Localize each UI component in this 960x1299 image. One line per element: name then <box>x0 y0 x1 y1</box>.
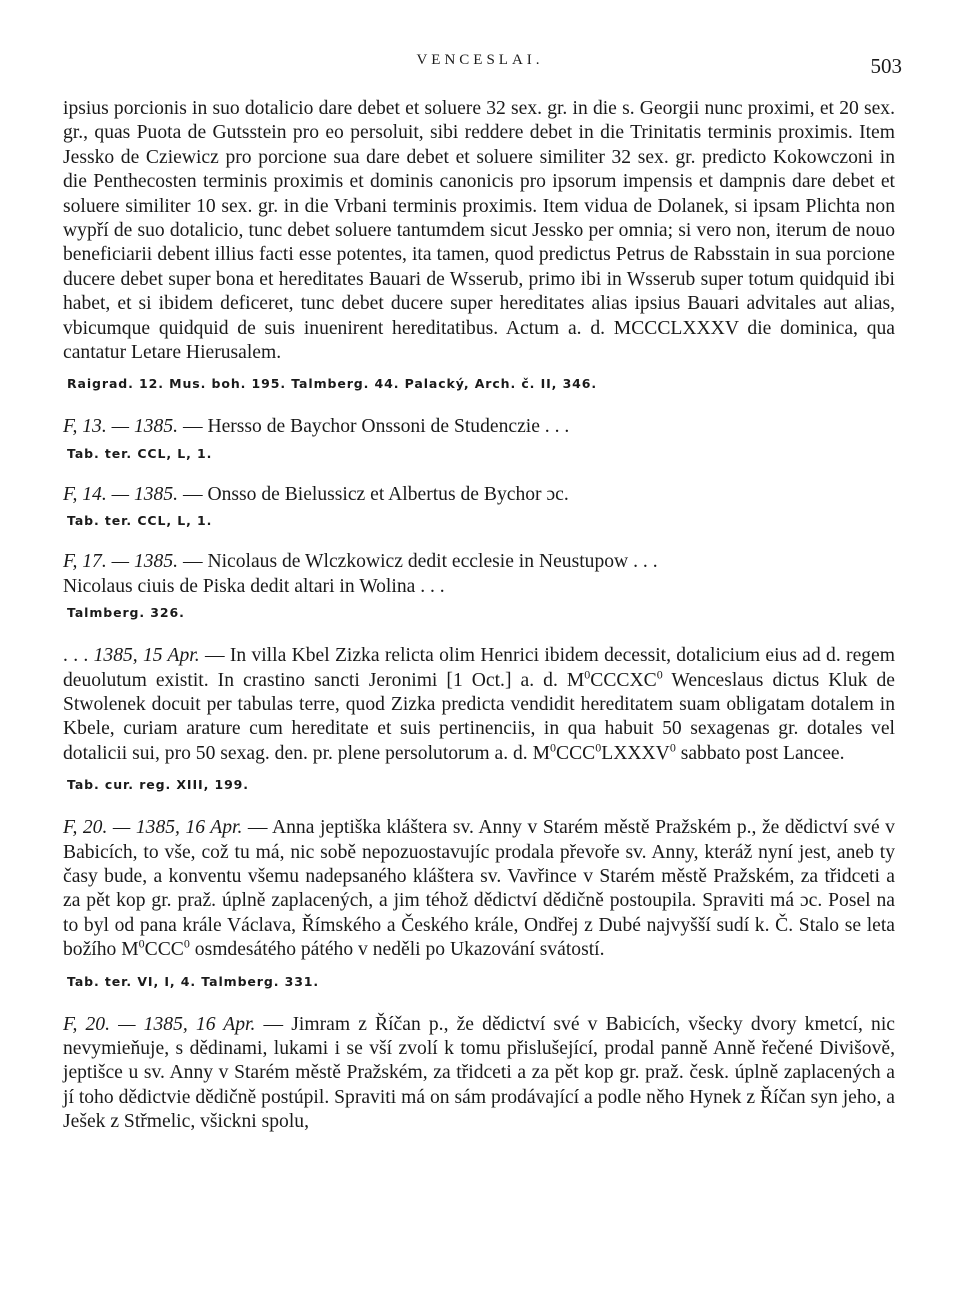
entry-f20a-date: F, 20. — 1385, 16 Apr. <box>63 817 243 839</box>
page-number: 503 <box>870 54 902 78</box>
entry-f20a-text-c: osmdesátého pátého v neděli po Ukazování svátostí. <box>189 939 605 961</box>
entry-f17-text: — Nicolaus de Wlczkowicz dedit ecclesie in Neustupow . . . <box>178 551 658 573</box>
page-body <box>63 97 895 1135</box>
entry-f14-text: — Onsso de Bielussicz et Albertus de Bychor ɔc. <box>178 483 569 505</box>
entry-f17 <box>63 550 895 574</box>
superscript: 0 <box>656 666 663 681</box>
main-entry-source: Raigrad. 12. Mus. boh. 195. Talmberg. 44. Palacký, Arch. č. II, 346. <box>67 376 598 392</box>
running-head: VENCESLAI. <box>416 52 544 68</box>
entry-f14 <box>63 483 895 507</box>
entry-f20a-source: Tab. ter. VI, I, 4. Talmberg. 331. <box>67 973 320 989</box>
entry-f13 <box>63 415 895 439</box>
entry-apr15-source: Tab. cur. reg. XIII, 199. <box>67 777 249 793</box>
entry-f13-text: — Hersso de Baychor Onssoni de Studenczie . . . <box>178 416 570 438</box>
superscript: 0 <box>595 740 602 755</box>
entry-apr15-text-f: sabbato post Lancee. <box>675 742 845 764</box>
entry-apr15-lead: . . . <box>63 645 94 667</box>
entry-f20b-text: — Jimram z Říčan p., že dědictví své v Babicích, všecky dvory kmetcí, nic nevymieňuje, s dědinami, lukami i se vší zvolí k tomu přislušející, prodal panně Anně řečené Divišově, jeptišce u sv. Anny v Starém městě Pražském, za třidceti a za pět kop gr. praž. česk. úplně zaplacených a jí toho dědictvie dědičně postúpil. Spraviti má on sám prodávající a podle něho Hynek z Říčan syn jeho, a Ješek z Střmelic, všickni spolu, <box>63 1013 895 1133</box>
superscript: 0 <box>183 936 190 951</box>
superscript: 0 <box>584 666 591 681</box>
entry-f13-source: Tab. ter. CCL, L, 1. <box>67 445 213 461</box>
entry-apr15-date: 1385, 15 Apr. <box>93 645 200 667</box>
entry-f17-source: Talmberg. 326. <box>67 605 185 621</box>
superscript: 0 <box>550 740 557 755</box>
entry-f20a-text-a: — Anna jeptiška kláštera sv. Anny v Starém městě Pražském p., že dědictví své v Babicích, to vše, což tu má, nic sobě nepozuostavujíc prodala převoře sv. Anny, kteráž nyní jest, aneb ty časy bude, a konventu všemu nadepsaného kláštera sv. Vavřince v Starém městě Pražském, za třidceti a za pět kop gr. praž. úplně zaplacených, a jim téhož dědictví dědičně postoupila. Spraviti má ɔc. Posel na to byl od pana krále Václava, Římského a Českého krále, Ondřej z Dubé najvyšší sudí k. Č. Stalo se leta božího M <box>63 817 895 961</box>
entry-f20b <box>63 1013 895 1135</box>
main-entry-text: ipsius porcionis in suo dotalicio dare debet et soluere 32 sex. gr. in die s. Georgii nunc proximi, et 20 sex. gr., quas Puota de Gutsstein pro eo persoluit, sibi reddere debet in die Trinitatis terminis proximis. Item Jessko de Cziewicz pro porcione sua dare debet et soluere similiter 32 sex. gr. predicto Kokowczoni in die Penthecosten terminis proximis et dominis canonicis pro ipsorum impensis et dampnis dare debet et soluere similiter 10 sex. gr. in die Vrbani terminis proximis. Item vidua de Dolanek, si ipsam Plichta non wypří de suo dotalicio, tunc debet soluere tantumdem sicut Jessko per omnia; si vero non, iterum de nouo beneficiarii debent illius facti esse potentes, ita tamen, quod predictus Petrus de Rabsstain in sua porcione ducere debet super bona et hereditates Bauari de Wsserub, primo ibi in Wsserub super totum quidquid ibi habet, et si ibidem deficeret, tunc debet ducere super hereditates alias ipsius Bauari advitales aut alias, vbicumque quidquid de suis inuenirent hereditatibus. Actum a. d. MCCCLXXXV die dominica, qua cantatur Letare Hierusalem. <box>63 98 895 364</box>
entry-apr15-text-b: CCCXC <box>590 669 657 691</box>
superscript: 0 <box>138 936 145 951</box>
entry-f20b-date: F, 20. — 1385, 16 Apr. <box>63 1013 256 1035</box>
entry-apr15-text-d: CCC <box>556 742 596 764</box>
entry-f20a-text-b: CCC <box>144 939 184 961</box>
entry-f17-text-2: Nicolaus ciuis de Piska dedit altari in Wolina . . . <box>63 575 445 597</box>
entry-apr15 <box>63 644 895 766</box>
entry-apr15-text-a: — In villa Kbel Zizka relicta olim Henrici ibidem decessit, dotalicium eius ad d. regem deuolutum existit. In crastino sancti Jeronimi [1 Oct.] a. d. M <box>63 645 895 691</box>
entry-f17-date: F, 17. — 1385. <box>63 551 179 573</box>
superscript: 0 <box>669 740 676 755</box>
entry-f13-date: F, 13. — 1385. <box>63 416 179 438</box>
entry-f14-date: F, 14. — 1385. <box>63 483 179 505</box>
entry-apr15-text-c: Wenceslaus dictus Kluk de Stwolenek docuit per tabulas terre, quod Zizka predicta vendidit hereditatem suam obligatam dotalem in Kbele, curiam arature cum hereditate et suis pertinenciis, in qua habuit 50 sexagenas gr. dotales vel dotalicii sui, pro 50 sexag. den. pr. plene persolutorum a. d. M <box>63 669 895 764</box>
entry-f14-source: Tab. ter. CCL, L, 1. <box>67 513 213 529</box>
entry-apr15-text-e: LXXXV <box>601 742 670 764</box>
entry-f20a <box>63 816 895 962</box>
